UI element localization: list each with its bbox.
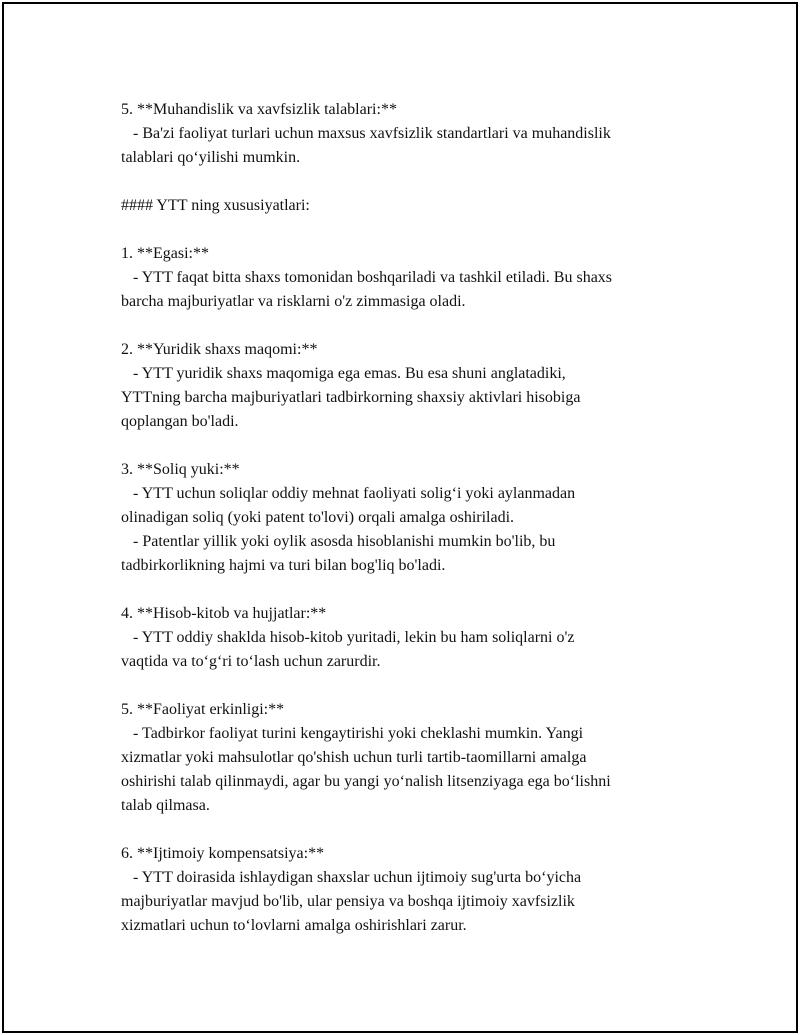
section-hisob-kitob bbox=[121, 602, 691, 674]
section-heading: 3. **Soliq yuki:** bbox=[121, 461, 240, 478]
text-line: talab qilmasa. bbox=[121, 797, 210, 814]
blank-line bbox=[121, 314, 691, 338]
document-body bbox=[121, 98, 691, 938]
section-heading: 1. **Egasi:** bbox=[121, 245, 209, 262]
section-heading: 6. **Ijtimoiy kompensatsiya:** bbox=[121, 845, 325, 862]
blank-line bbox=[121, 218, 691, 242]
text-line: - Patentlar yillik yoki oylik asosda hisoblanishi mumkin bo'lib, bu bbox=[121, 533, 556, 550]
section-ytt-xususiyatlari bbox=[121, 194, 691, 218]
section-heading: 4. **Hisob-kitob va hujjatlar:** bbox=[121, 605, 327, 622]
text-line: - YTT doirasida ishlaydigan shaxslar uchun ijtimoiy sug'urta bo‘yicha bbox=[121, 869, 582, 886]
text-line: qoplangan bo'ladi. bbox=[121, 413, 239, 430]
text-line: barcha majburiyatlar va risklarni o'z zimmasiga oladi. bbox=[121, 293, 466, 310]
text-line: - YTT faqat bitta shaxs tomonidan boshqariladi va tashkil etiladi. Bu shaxs bbox=[121, 269, 613, 286]
section-ijtimoiy-kompensatsiya bbox=[121, 842, 691, 938]
blank-line bbox=[121, 170, 691, 194]
section-heading: 5. **Muhandislik va xavfsizlik talablari:** bbox=[121, 101, 397, 118]
text-line: vaqtida va to‘g‘ri to‘lash uchun zarurdir. bbox=[121, 653, 381, 670]
section-heading: #### YTT ning xususiyatlari: bbox=[121, 197, 310, 214]
blank-line bbox=[121, 818, 691, 842]
text-line: - Ba'zi faoliyat turlari uchun maxsus xavfsizlik standartlari va muhandislik bbox=[121, 125, 611, 142]
text-line: - YTT uchun soliqlar oddiy mehnat faoliyati solig‘i yoki aylanmadan bbox=[121, 485, 576, 502]
text-line: xizmatlari uchun to‘lovlarni amalga oshirishlari zarur. bbox=[121, 917, 467, 934]
text-line: olinadigan soliq (yoki patent to'lovi) orqali amalga oshiriladi. bbox=[121, 509, 515, 526]
section-egasi bbox=[121, 242, 691, 314]
text-line: tadbirkorlikning hajmi va turi bilan bog'liq bo'ladi. bbox=[121, 557, 446, 574]
section-soliq-yuki bbox=[121, 458, 691, 578]
blank-line bbox=[121, 578, 691, 602]
text-line: talablari qo‘yilishi mumkin. bbox=[121, 149, 301, 166]
text-line: oshirishi talab qilinmaydi, agar bu yangi yo‘nalish litsenziyaga ega bo‘lishni bbox=[121, 773, 611, 790]
blank-line bbox=[121, 674, 691, 698]
text-line: - YTT oddiy shaklda hisob-kitob yuritadi, lekin bu ham soliqlarni o'z bbox=[121, 629, 575, 646]
blank-line bbox=[121, 434, 691, 458]
section-yuridik-shaxs bbox=[121, 338, 691, 434]
text-line: YTTning barcha majburiyatlari tadbirkorning shaxsiy aktivlari hisobiga bbox=[121, 389, 581, 406]
page-frame bbox=[2, 2, 798, 1033]
text-line: xizmatlar yoki mahsulotlar qo'shish uchun turli tartib-taomillarni amalga bbox=[121, 749, 587, 766]
section-heading: 5. **Faoliyat erkinligi:** bbox=[121, 701, 285, 718]
text-line: - YTT yuridik shaxs maqomiga ega emas. Bu esa shuni anglatadiki, bbox=[121, 365, 566, 382]
section-heading: 2. **Yuridik shaxs maqomi:** bbox=[121, 341, 318, 358]
text-line: majburiyatlar mavjud bo'lib, ular pensiya va boshqa ijtimoiy xavfsizlik bbox=[121, 893, 575, 910]
section-faoliyat-erkinligi bbox=[121, 698, 691, 818]
section-muhandislik bbox=[121, 98, 691, 170]
text-line: - Tadbirkor faoliyat turini kengaytirishi yoki cheklashi mumkin. Yangi bbox=[121, 725, 584, 742]
